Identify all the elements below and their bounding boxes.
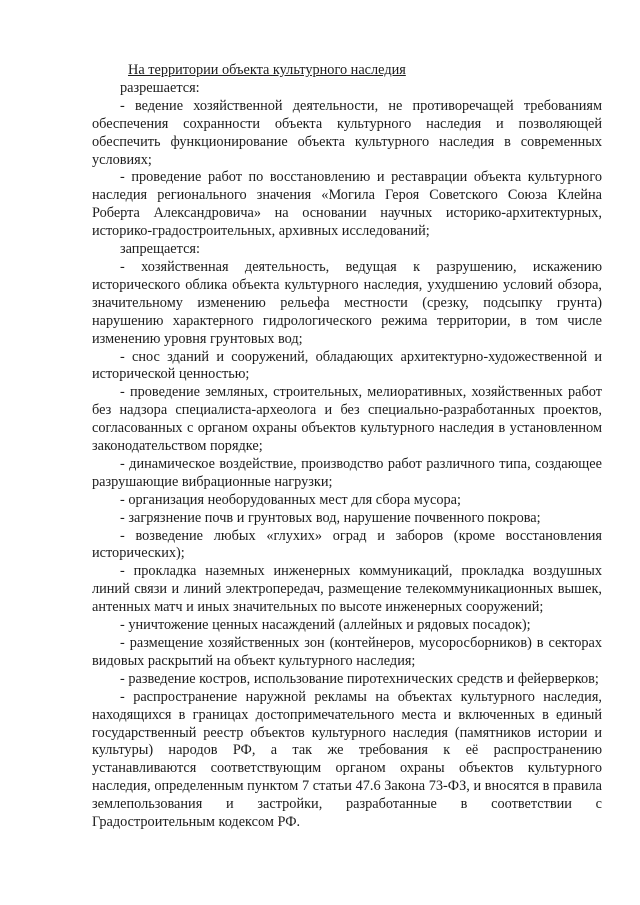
section-heading (92, 62, 602, 80)
forbidden-item: - прокладка наземных инженерных коммуникаций, прокладка воздушных линий связи и линий электропередач, размещение телекоммуникационных вышек, антенных матч и иных значительных по высоте инженерных сооружений; (92, 563, 602, 616)
forbidden-item: - разведение костров, использование пиротехнических средств и фейерверков; (120, 670, 599, 687)
forbidden-item: - уничтожение ценных насаждений (аллейных и рядовых посадок); (120, 617, 531, 634)
allowed-item: - ведение хозяйственной деятельности, не противоречащей требованиям обеспечения сохранности объекта культурного наследия и позволяющей обеспечить функционирование объекта культурного наследия в современных условиях; (92, 97, 602, 168)
forbidden-item: - хозяйственная деятельность, ведущая к разрушению, искажению исторического облика объекта культурного наследия, ухудшению условий обзора, значительному изменению рельефа местности (срезку, подсыпку грунта) нарушению характерного гидрологического режима территории, в том числе изменению уровня грунтовых вод; (92, 258, 602, 347)
forbidden-item: - организация необорудованных мест для сбора мусора; (120, 491, 461, 508)
forbidden-item: - проведение земляных, строительных, мелиоративных, хозяйственных работ без надзора специалиста-археолога и без специально-разработанных проектов, согласованных с органом охраны объектов культурного наследия в установленном законодательством порядке; (92, 384, 602, 455)
allowed-label: разрешается: (120, 79, 200, 96)
forbidden-item: - снос зданий и сооружений, обладающих архитектурно-художественной и исторической ценностью; (92, 348, 602, 383)
forbidden-label: запрещается: (120, 241, 200, 258)
section-heading-text: На территории объекта культурного наследия (128, 62, 406, 78)
forbidden-item: - размещение хозяйственных зон (контейнеров, мусоросборников) в секторах видовых раскрытий на объект культурного наследия; (92, 635, 602, 669)
document-body (92, 62, 602, 832)
allowed-item: - проведение работ по восстановлению и реставрации объекта культурного наследия регионального значения «Могила Героя Советского Союза Клейна Роберта Александровича» на основании научных историко-архитектурных, историко-градостроительных, архивных исследований; (92, 169, 602, 240)
forbidden-item: - возведение любых «глухих» оград и заборов (кроме восстановления исторических); (92, 527, 602, 562)
forbidden-item: - загрязнение почв и грунтовых вод, нарушение почвенного покрова; (120, 509, 541, 526)
forbidden-item: - распространение наружной рекламы на объектах культурного наследия, находящихся в границах достопримечательного места и включенных в единый государственный реестр объектов культурного наследия (памятников истории и культуры) народов РФ, а так же требования к её распространению устанавливаются соответствующим органом охраны объектов культурного наследия, определенным пунктом 7 статьи 47.6 Закона 73-ФЗ, и вносятся в правила землепользования и застройки, разработанные в соответствии с Градостроительным кодексом РФ. (92, 688, 602, 831)
forbidden-item: - динамическое воздействие, производство работ различного типа, создающее разрушающие вибрационные нагрузки; (92, 455, 602, 490)
